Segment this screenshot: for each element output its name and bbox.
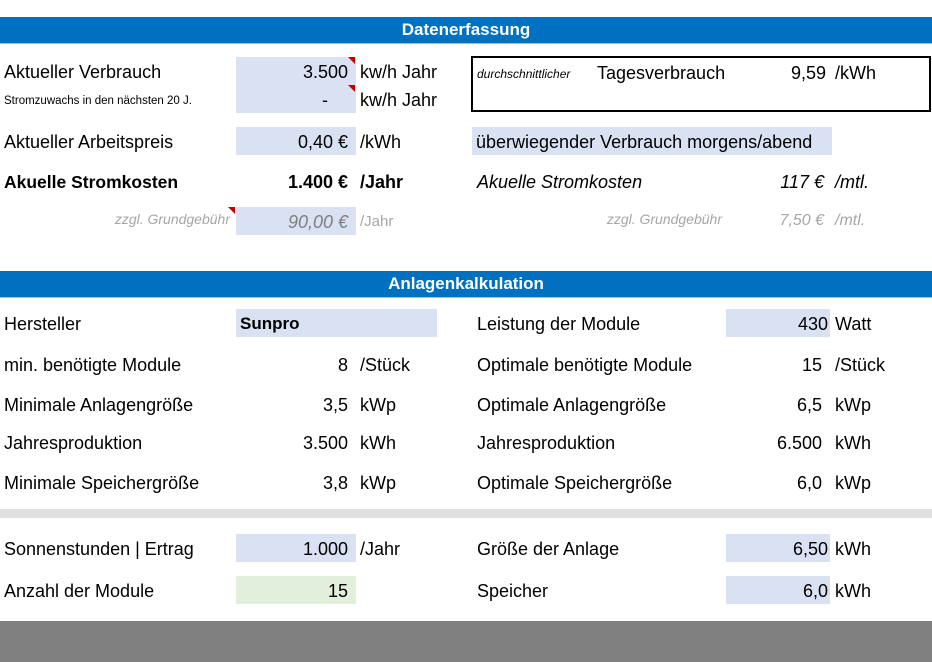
tages-value: 9,59 [790, 63, 826, 83]
groesse-value: 6,50 [792, 539, 828, 559]
comment-marker-icon[interactable] [348, 57, 355, 64]
zuwachs-label: Stromzuwachs in den nächsten 20 J. [4, 95, 192, 107]
min-anlage-value: 3,5 [322, 395, 348, 415]
verbrauch-label: Aktueller Verbrauch [4, 62, 162, 82]
sonnenstunden-label: Sonnenstunden | Ertrag [4, 539, 194, 559]
min-module-unit: /Stück [360, 355, 411, 375]
leistung-value: 430 [797, 314, 828, 334]
min-module-label: min. benötigte Module [4, 355, 182, 375]
zuwachs-value: - [322, 90, 328, 110]
stromkosten-mtl-label: Akuelle Stromkosten [477, 172, 643, 192]
stromkosten-mtl-value: 117 € [780, 172, 824, 192]
speicher-unit: kWh [835, 581, 871, 601]
section-separator [0, 509, 932, 518]
jahresprod-value: 3.500 [302, 433, 348, 453]
comment-marker-icon[interactable] [348, 85, 355, 92]
verbrauch-unit: kw/h Jahr [360, 62, 438, 82]
tages-label: Tagesverbrauch [597, 63, 726, 83]
comment-marker-icon[interactable] [228, 207, 235, 214]
grundgebuehr-mtl-unit: /mtl. [835, 212, 866, 229]
opt-module-value: 15 [801, 355, 822, 375]
leistung-label: Leistung der Module [477, 314, 641, 334]
arbeitspreis-label: Aktueller Arbeitspreis [4, 132, 174, 152]
verbrauch-zeit-cell[interactable] [472, 127, 832, 155]
grundgebuehr-label: zzgl. Grundgebühr [114, 211, 230, 227]
header-underline [0, 297, 932, 298]
leistung-unit: Watt [835, 314, 872, 334]
groesse-label: Größe der Anlage [477, 539, 620, 559]
section-header-anlagenkalkulation: Anlagenkalkulation [0, 271, 932, 297]
zuwachs-unit: kw/h Jahr [360, 90, 438, 110]
anzahl-label: Anzahl der Module [4, 581, 155, 601]
hersteller-value: Sunpro [240, 314, 300, 333]
opt-module-unit: /Stück [835, 355, 886, 375]
speicher-value: 6,0 [802, 581, 828, 601]
grundgebuehr-unit: /Jahr [360, 213, 394, 230]
speicher-label: Speicher [477, 581, 549, 601]
opt-jahresprod-label: Jahresproduktion [477, 433, 616, 453]
opt-jahresprod-unit: kWh [835, 433, 871, 453]
stromkosten-mtl-unit: /mtl. [835, 172, 869, 192]
header-underline [0, 43, 932, 44]
grundgebuehr-mtl-value: 7,50 € [779, 212, 824, 229]
section-header-datenerfassung: Datenerfassung [0, 17, 932, 43]
min-anlage-unit: kWp [360, 395, 396, 415]
opt-anlage-label: Optimale Anlagengröße [477, 395, 667, 415]
min-module-value: 8 [337, 355, 348, 375]
sonnenstunden-value: 1.000 [302, 539, 348, 559]
footer-bar [0, 621, 932, 662]
arbeitspreis-value: 0,40 € [297, 132, 348, 152]
hersteller-label: Hersteller [4, 314, 82, 334]
min-speicher-unit: kWp [360, 473, 396, 493]
grundgebuehr-mtl-label: zzgl. Grundgebühr [606, 211, 722, 227]
opt-speicher-unit: kWp [835, 473, 871, 493]
stromkosten-value: 1.400 € [287, 172, 348, 192]
opt-anlage-unit: kWp [835, 395, 871, 415]
min-speicher-label: Minimale Speichergröße [4, 473, 200, 493]
opt-module-label: Optimale benötigte Module [477, 355, 693, 375]
opt-speicher-value: 6,0 [796, 473, 822, 493]
sonnenstunden-unit: /Jahr [360, 539, 401, 559]
groesse-unit: kWh [835, 539, 871, 559]
stromkosten-unit: /Jahr [360, 172, 404, 192]
jahresprod-label: Jahresproduktion [4, 433, 143, 453]
arbeitspreis-unit: /kWh [360, 132, 402, 152]
jahresprod-unit: kWh [360, 433, 396, 453]
opt-speicher-label: Optimale Speichergröße [477, 473, 673, 493]
opt-anlage-value: 6,5 [796, 395, 822, 415]
verbrauch-value: 3.500 [302, 62, 348, 82]
tages-unit: /kWh [835, 63, 877, 83]
verbrauch-zeit-text: überwiegender Verbrauch morgens/abend [476, 132, 813, 152]
grundgebuehr-value: 90,00 € [287, 212, 348, 232]
stromkosten-label: Akuelle Stromkosten [4, 172, 179, 192]
opt-jahresprod-value: 6.500 [776, 433, 822, 453]
min-speicher-value: 3,8 [322, 473, 348, 493]
min-anlage-label: Minimale Anlagengröße [4, 395, 194, 415]
anzahl-value: 15 [327, 581, 348, 601]
tages-prefix: durchschnittlicher [477, 67, 571, 81]
